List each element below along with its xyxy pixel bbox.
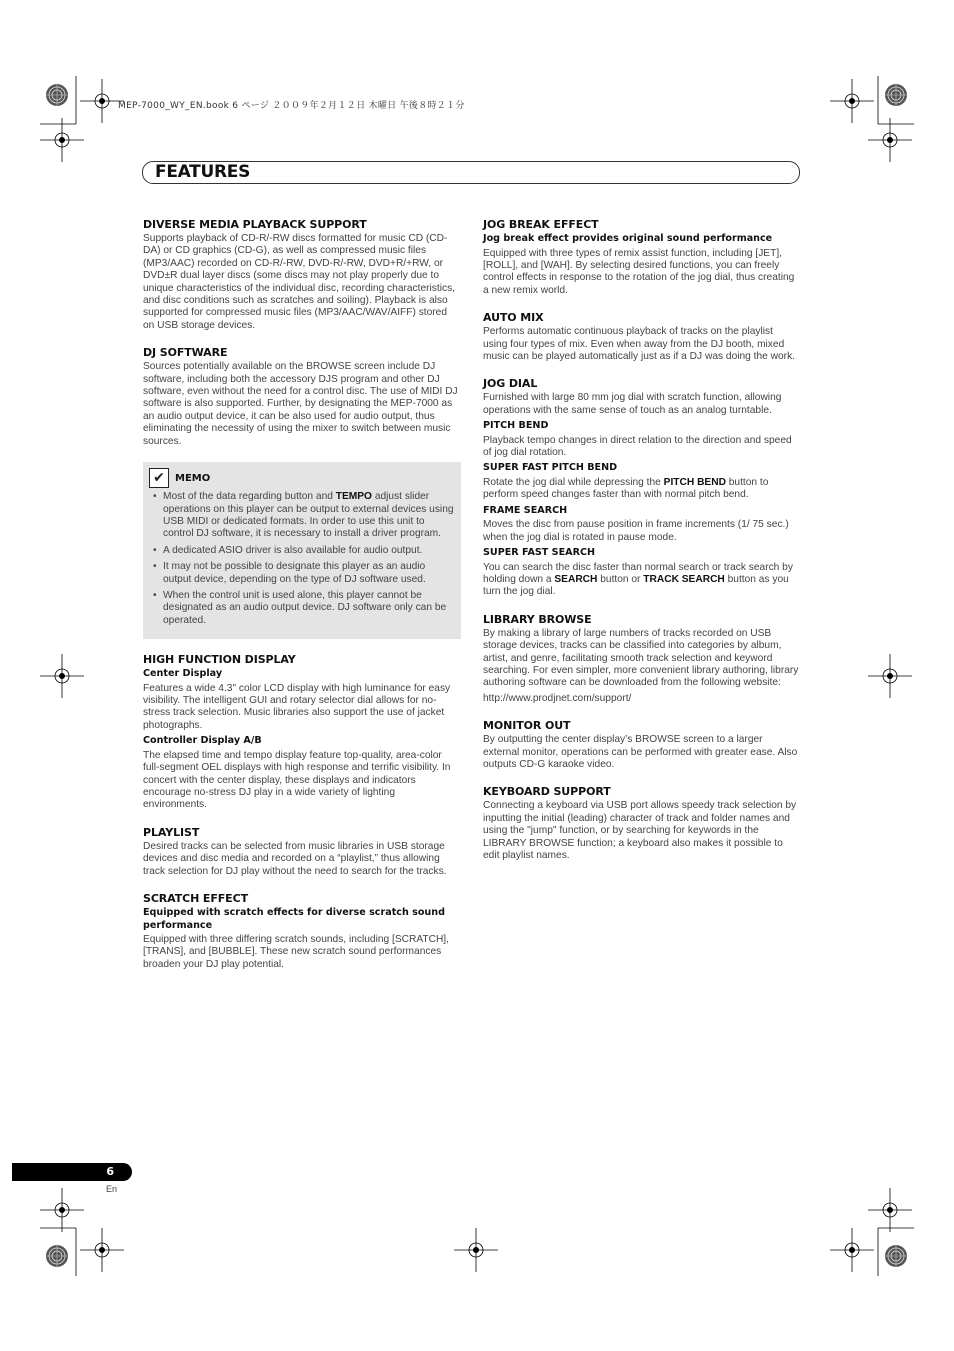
memo-list	[149, 491, 455, 627]
subsection-title: FRAME SEARCH	[483, 504, 568, 516]
section-body	[483, 477, 799, 502]
left-column	[143, 218, 461, 985]
section-jog-dial	[483, 377, 799, 598]
section-dj-software	[143, 346, 461, 448]
section-library-browse	[483, 613, 799, 705]
button-name: TRACK SEARCH	[643, 574, 725, 585]
text: Rotate the jog dial while depressing the	[483, 476, 664, 488]
memo-title: MEMO	[175, 472, 211, 484]
section-body: Moves the disc from pause position in frame increments (1/ 75 sec.) when the jog dial is rotated in pause mode.	[483, 519, 789, 543]
page-language: En	[106, 1184, 118, 1194]
subsection-title: Center Display	[143, 668, 223, 680]
button-name: PITCH BEND	[663, 476, 726, 488]
subsection-title: PITCH BEND	[483, 420, 549, 432]
checkmark-icon: ✔	[149, 468, 169, 488]
support-url: http://www.prodjnet.com/support/	[483, 692, 632, 704]
section-diverse-media	[143, 218, 461, 332]
subsection-title: SUPER FAST PITCH BEND	[483, 462, 618, 474]
section-body: Equipped with three differing scratch sounds, including [SCRATCH], [TRANS], and [BUBBLE]. These new scratch sound performances broaden your DJ play potential.	[143, 934, 449, 970]
button-name: SEARCH	[554, 574, 598, 585]
section-title: MONITOR OUT	[483, 719, 571, 733]
section-body: Playback tempo changes in direct relation to the direction and speed of jog dial rotation.	[483, 434, 792, 459]
section-high-function-display	[143, 653, 461, 812]
list-item: • When the control unit is used alone, this player cannot be designated as an audio output device. DJ software only can be operated.	[149, 590, 455, 627]
title-bar	[142, 161, 800, 184]
section-title: JOG BREAK EFFECT	[483, 218, 599, 231]
subsection-title: Jog break effect provides original sound performance	[483, 233, 773, 244]
text: Most of the data regarding button and	[163, 491, 336, 503]
list-item	[149, 491, 455, 541]
section-body: Connecting a keyboard via USB port allows speedy track selection by inputting the initial (leading) character of track and folder names and using the "jump" function, or by searching for keywords in the LIBRARY BROWSE function; a keyboard also makes it possible to edit playlist names.	[483, 800, 797, 862]
section-playlist	[143, 826, 461, 878]
section-body: Equipped with three types of remix assist function, including [JET], [ROLL], and [WAH]. By selecting desired functions, you can freely control effects in response to the rotation of the jog dial, thus creating a new remix world.	[483, 247, 795, 296]
print-header: MEP-7000_WY_EN.book 6 ページ ２００９年２月１２日 木曜日 午後８時２１分	[118, 101, 465, 111]
section-body	[483, 562, 799, 599]
section-title: AUTO MIX	[483, 311, 544, 325]
section-title: DIVERSE MEDIA PLAYBACK SUPPORT	[143, 218, 367, 231]
section-title: SCRATCH EFFECT	[143, 892, 248, 906]
section-title: HIGH FUNCTION DISPLAY	[143, 653, 296, 667]
section-title: DJ SOFTWARE	[143, 346, 228, 360]
subsection-title: Controller Display A/B	[143, 735, 262, 747]
section-body: Desired tracks can be selected from music libraries in USB storage devices and disc media and recorded on a “playlist,” thus allowing track selection for DJ play without the need to search for the tracks.	[143, 840, 447, 877]
section-body: Performs automatic continuous playback of tracks on the playlist using four types of mix. Even when away from the DJ booth, mixed music can be played automatically just as if a DJ was doing the work.	[483, 326, 795, 362]
text: button as you turn the jog dial.	[483, 574, 789, 598]
section-body: Sources potentially available on the BROWSE screen include DJ software, including both the accessory DJS program and other DJ software, even without the need for a control disc. The use of MIDI DJ software is also supported. Further, by designating the MEP-7000 as an audio output device, it can be also used for audio output, thus eliminating the necessity of using the mixer to switch between music sources.	[143, 361, 458, 447]
section-body: Supports playback of CD-R/-RW discs formatted for music CD (CD-DA) or CD graphics (CD-G), as well as compressed music files (MP3/AAC) recorded on CD-R/-RW, DVD-R/-RW, DVD+R/+RW, or DVD±R dual layer discs (some discs may not play properly due to unique characteristics of the individual disc, recording characteristics, and disc conditions such as scratches and soiling). Playback is also supported for compressed music files (MP3/AAC/WAV/AIFF) stored on USB storage devices.	[143, 233, 455, 331]
section-title: JOG DIAL	[483, 377, 538, 391]
page-title: FEATURES	[155, 162, 251, 182]
page-number-tab	[12, 1163, 132, 1181]
section-title: PLAYLIST	[143, 825, 200, 839]
section-body: By outputting the center display’s BROWSE screen to a larger external monitor, operations can be performed with greater ease. Also outputs CD-G karaoke video.	[483, 734, 798, 771]
section-title: KEYBOARD SUPPORT	[483, 785, 611, 799]
subsection-title: Equipped with scratch effects for diverse scratch sound performance	[143, 907, 445, 931]
text: button or	[597, 574, 644, 585]
button-name: TEMPO	[335, 491, 372, 503]
section-title: LIBRARY BROWSE	[483, 612, 592, 626]
section-auto-mix	[483, 311, 799, 363]
page-number: 6	[106, 1165, 114, 1178]
section-scratch-effect	[143, 892, 461, 971]
text: button to perform speed changes faster than with normal pitch bend.	[483, 476, 769, 501]
list-item: • A dedicated ASIO driver is also available for audio output.	[149, 545, 455, 557]
text: adjust slider operations on this player can be output to external devices using USB MIDI or dedicated formats. In order to use this unit to control DJ software, it is necessary to install a driver program.	[163, 491, 454, 540]
section-body: The elapsed time and tempo display feature top-quality, area-color full-segment OEL displays with high response and terrific visibility. In concert with the center display, these displays and indicators encourage no-stress DJ play in a wide variety of lighting environments.	[143, 749, 451, 811]
text: You can search the disc faster than normal search or track search by holding down a	[483, 561, 793, 585]
section-keyboard-support	[483, 785, 799, 862]
section-body: By making a library of large numbers of tracks recorded on USB storage devices, tracks can be classified into categories by album, artist, and genre, facilitating smooth track selection and keyword searching. For even simpler, more convenient library authoring, library authoring software can be downloaded from the following website:	[483, 627, 799, 689]
memo-header	[149, 468, 455, 488]
section-monitor-out	[483, 719, 799, 771]
section-body: Furnished with large 80 mm jog dial with scratch function, allowing operations with the same sense of touch as an analog turntable.	[483, 392, 782, 416]
memo-box	[143, 462, 461, 639]
section-body: Features a wide 4.3" color LCD display with high luminance for easy visibility. The intelligent GUI and rotary selector dial allows for no-stress track selection. Music libraries also support the use of jacket photographs.	[143, 682, 451, 731]
subsection-title: SUPER FAST SEARCH	[483, 547, 596, 559]
section-jog-break	[483, 218, 799, 297]
right-column	[483, 218, 799, 877]
list-item: • It may not be possible to designate this player as an audio output device, depending on the type of DJ software used.	[149, 561, 455, 586]
